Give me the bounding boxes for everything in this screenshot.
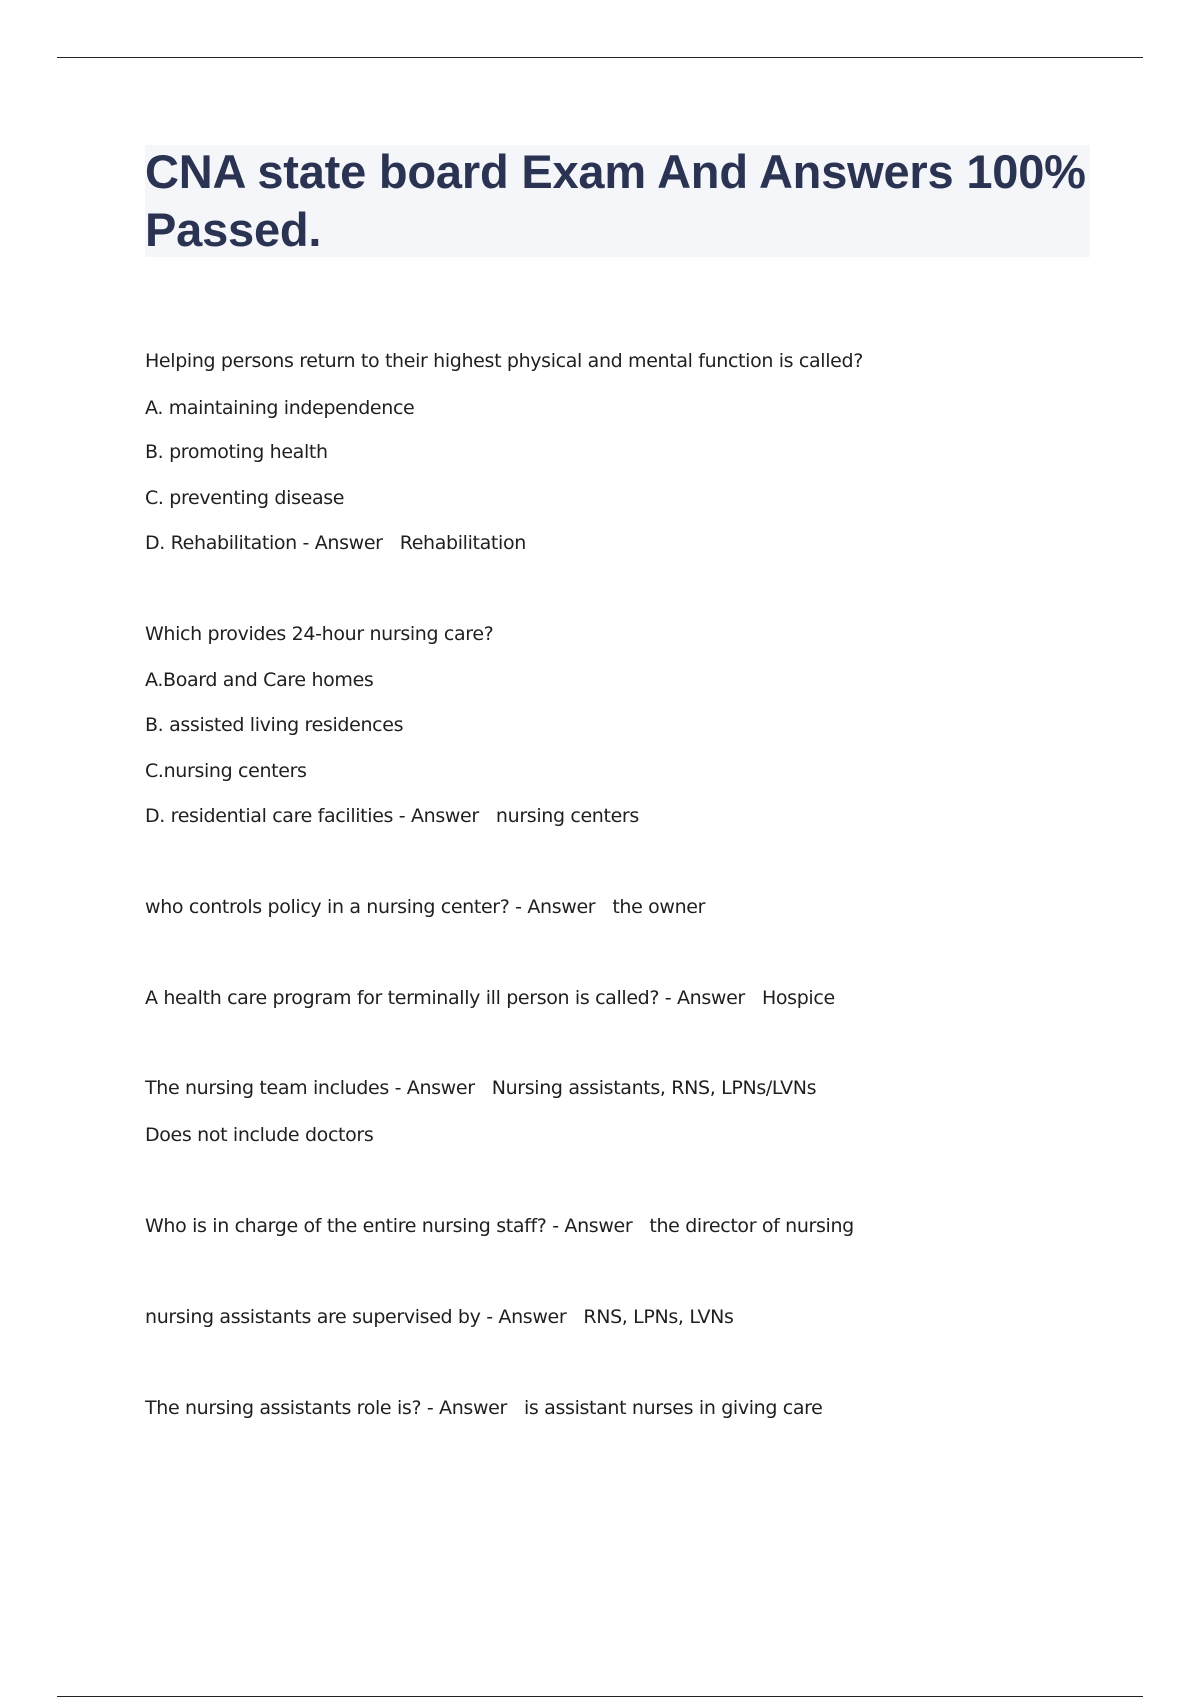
question-5: The nursing team includes - Answer Nursing assistants, RNS, LPNs/LVNs [145,1077,817,1099]
q1-option-a: A. maintaining independence [145,397,415,419]
question-7: nursing assistants are supervised by - Answer RNS, LPNs, LVNs [145,1306,734,1328]
question-1: Helping persons return to their highest physical and mental function is called? [145,350,863,372]
q2-option-a: A.Board and Care homes [145,669,374,691]
title-block [145,145,1090,257]
question-4: A health care program for terminally ill person is called? - Answer Hospice [145,987,835,1009]
question-6: Who is in charge of the entire nursing staff? - Answer the director of nursing [145,1215,854,1237]
document-title: CNA state board Exam And Answers 100% Passed. [145,145,1086,256]
bottom-rule [57,1696,1143,1697]
q5-note: Does not include doctors [145,1124,374,1146]
q1-option-c: C. preventing disease [145,487,345,509]
question-8: The nursing assistants role is? - Answer is assistant nurses in giving care [145,1397,823,1419]
q1-option-b: B. promoting health [145,441,328,463]
question-2: Which provides 24-hour nursing care? [145,623,494,645]
q2-option-b: B. assisted living residences [145,714,404,736]
q2-option-c: C.nursing centers [145,760,307,782]
q2-option-d-answer: D. residential care facilities - Answer nursing centers [145,805,639,827]
q1-option-d-answer: D. Rehabilitation - Answer Rehabilitation [145,532,526,554]
top-rule [57,57,1143,58]
question-3: who controls policy in a nursing center? - Answer the owner [145,896,706,918]
